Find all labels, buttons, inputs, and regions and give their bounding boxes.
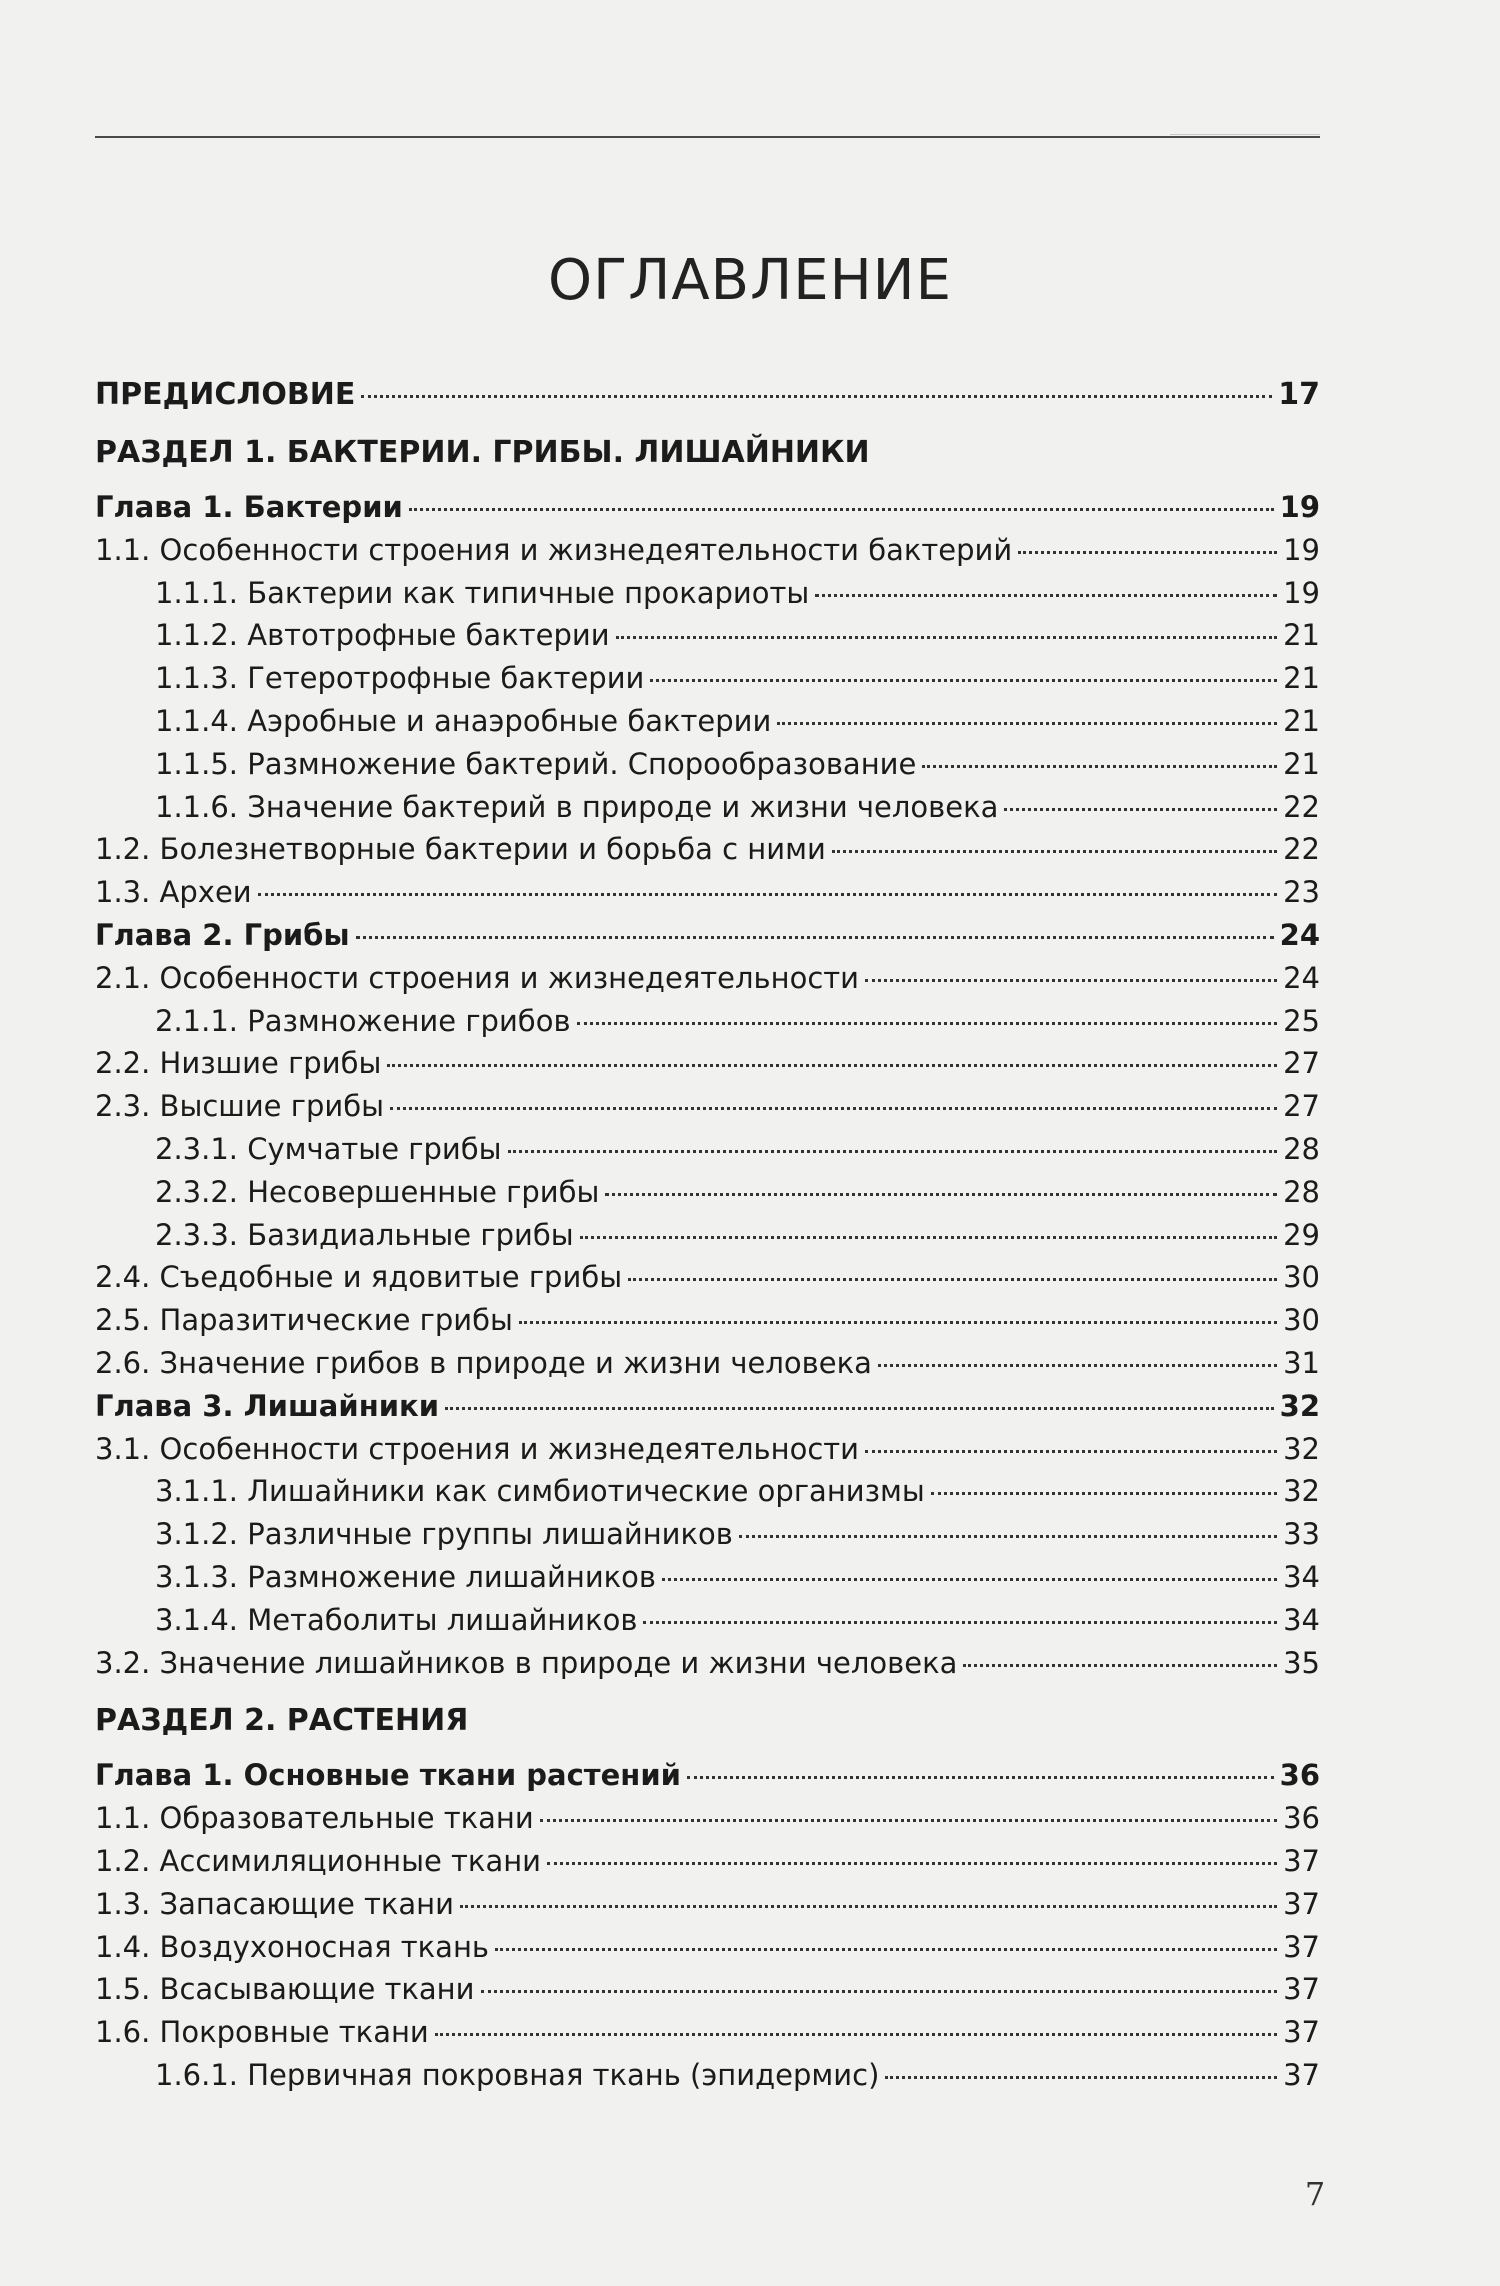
dot-leader: [1004, 808, 1277, 811]
toc-entry-page: 35: [1283, 1645, 1320, 1680]
toc-chapter-entry[interactable]: [95, 486, 1320, 529]
toc-entry-title: 1.2. Ассимиляционные ткани: [95, 1843, 542, 1878]
toc-entry-title: 1.1.1. Бактерии как типичные прокариоты: [155, 575, 810, 610]
toc-entry[interactable]: [95, 1470, 1320, 1513]
toc-entry-page: 19: [1279, 490, 1320, 524]
dot-leader: [387, 1064, 1277, 1067]
toc-entry-title: 1.4. Воздухоносная ткань: [95, 1929, 490, 1964]
dot-leader: [643, 1621, 1277, 1624]
dot-leader: [865, 979, 1277, 982]
toc-entry-page: 21: [1283, 661, 1320, 696]
toc-entry-title: 1.1. Особенности строения и жизнедеятельности бактерий: [95, 532, 1013, 567]
toc-entry-title: 1.3. Археи: [95, 875, 252, 910]
dot-leader: [878, 1364, 1277, 1367]
toc-entry-title: 1.3. Запасающие ткани: [95, 1886, 454, 1921]
toc-entry-title: 1.1.5. Размножение бактерий. Спорообразование: [155, 746, 917, 781]
table-of-contents: [95, 374, 1320, 2097]
toc-entry-page: 34: [1283, 1559, 1320, 1594]
dot-leader: [258, 893, 1277, 896]
toc-section-heading[interactable]: [95, 432, 1320, 474]
toc-entry-title: 2.4. Съедобные и ядовитые грибы: [95, 1260, 623, 1295]
dot-leader: [495, 1948, 1277, 1951]
toc-entry[interactable]: [95, 529, 1320, 572]
toc-entry[interactable]: [95, 1513, 1320, 1556]
toc-entry-title: 2.3.1. Сумчатые грибы: [155, 1131, 502, 1166]
toc-entry-page: 17: [1278, 377, 1320, 412]
dot-leader: [460, 1905, 1277, 1908]
toc-chapter-entry[interactable]: [95, 914, 1320, 957]
toc-entry-page: 24: [1279, 917, 1320, 952]
dot-leader: [519, 1321, 1277, 1324]
toc-entry-page: 22: [1283, 832, 1320, 867]
dot-leader: [650, 679, 1277, 682]
dot-leader: [580, 1236, 1277, 1239]
toc-entry-title: 3.2. Значение лишайников в природе и жизни человека: [95, 1645, 958, 1680]
toc-entry-title: 3.1. Особенности строения и жизнедеятельности: [95, 1431, 860, 1466]
toc-entry-title: 3.1.2. Различные группы лишайников: [155, 1517, 733, 1552]
toc-entry[interactable]: [95, 1428, 1320, 1471]
toc-entry-title: 2.1.1. Размножение грибов: [155, 1003, 571, 1038]
toc-entry-page: 32: [1283, 1474, 1320, 1509]
toc-entry-page: 36: [1283, 1801, 1320, 1836]
toc-entry[interactable]: [95, 2011, 1320, 2054]
toc-entry-page: 37: [1283, 1929, 1320, 1964]
toc-entry-title: Глава 2. Грибы: [95, 917, 350, 952]
toc-entry-title: 3.1.1. Лишайники как симбиотические организмы: [155, 1474, 925, 1509]
toc-entry[interactable]: [95, 1968, 1320, 2011]
toc-entry[interactable]: [95, 1840, 1320, 1883]
toc-entry-title: 2.5. Паразитические грибы: [95, 1303, 513, 1338]
toc-entry-page: 32: [1283, 1431, 1320, 1466]
dot-leader: [922, 765, 1277, 768]
toc-entry-title: 2.6. Значение грибов в природе и жизни человека: [95, 1345, 872, 1380]
dot-leader: [832, 850, 1277, 853]
toc-entry[interactable]: [95, 572, 1320, 615]
dot-leader: [865, 1450, 1277, 1453]
toc-entry[interactable]: [95, 1128, 1320, 1171]
dot-leader: [662, 1578, 1277, 1581]
toc-entry-page: 24: [1283, 960, 1320, 995]
toc-entry-page: 27: [1283, 1046, 1320, 1081]
dot-leader: [931, 1492, 1277, 1495]
toc-entry-title: 2.3.2. Несовершенные грибы: [155, 1174, 600, 1209]
toc-entry[interactable]: [95, 1214, 1320, 1257]
toc-entry-page: 31: [1283, 1345, 1320, 1380]
toc-entry-title: 1.1.6. Значение бактерий в природе и жизни человека: [155, 789, 999, 824]
toc-entry-page: 19: [1283, 532, 1320, 567]
toc-entry-title: ПРЕДИСЛОВИЕ: [95, 377, 356, 412]
dot-leader: [577, 1022, 1278, 1025]
toc-entry-title: 1.2. Болезнетворные бактерии и борьба с ними: [95, 832, 826, 867]
toc-entry-title: 1.6. Покровные ткани: [95, 2015, 429, 2050]
toc-entry-title: 1.1. Образовательные ткани: [95, 1801, 534, 1836]
dot-leader: [963, 1664, 1277, 1667]
dot-leader: [445, 1407, 1274, 1410]
toc-entry-title: РАЗДЕЛ 1. БАКТЕРИИ. ГРИБЫ. ЛИШАЙНИКИ: [95, 435, 870, 470]
toc-entry-title: 3.1.3. Размножение лишайников: [155, 1559, 657, 1594]
toc-entry-page: 29: [1283, 1217, 1320, 1252]
toc-entry[interactable]: [95, 1256, 1320, 1299]
toc-entry-title: 2.3. Высшие грибы: [95, 1089, 385, 1124]
toc-entry-page: 36: [1279, 1758, 1320, 1793]
toc-entry-title: 1.1.3. Гетеротрофные бактерии: [155, 661, 645, 696]
toc-entry[interactable]: [95, 1042, 1320, 1085]
toc-entry-page: 37: [1283, 2015, 1320, 2050]
toc-entry[interactable]: [95, 828, 1320, 871]
dot-leader: [777, 722, 1277, 725]
toc-entry-page: 22: [1283, 789, 1320, 824]
toc-entry-page: 33: [1283, 1517, 1320, 1552]
toc-entry[interactable]: [95, 1000, 1320, 1043]
toc-entry-title: 1.1.4. Аэробные и анаэробные бактерии: [155, 703, 772, 738]
header-rule: [95, 136, 1320, 138]
toc-entry-title: 2.1. Особенности строения и жизнедеятельности: [95, 960, 860, 995]
toc-entry-title: 1.5. Всасывающие ткани: [95, 1972, 475, 2007]
dot-leader: [605, 1193, 1277, 1196]
toc-entry[interactable]: [95, 743, 1320, 786]
toc-entry-page: 27: [1283, 1089, 1320, 1124]
dot-leader: [435, 2033, 1277, 2036]
dot-leader: [481, 1990, 1278, 1993]
dot-leader: [1018, 551, 1277, 554]
toc-entry-title: 2.3.3. Базидиальные грибы: [155, 1217, 574, 1252]
toc-entry[interactable]: [95, 1926, 1320, 1969]
dot-leader: [356, 936, 1274, 939]
toc-section-heading[interactable]: [95, 1700, 1320, 1742]
toc-entry-title: 1.1.2. Автотрофные бактерии: [155, 618, 610, 653]
toc-entry-page: 37: [1283, 1886, 1320, 1921]
page-number: 7: [1304, 2175, 1326, 2213]
toc-entry-page: 30: [1283, 1303, 1320, 1338]
toc-entry[interactable]: [95, 786, 1320, 829]
dot-leader: [409, 508, 1274, 511]
dot-leader: [508, 1150, 1278, 1153]
page-title: ОГЛАВЛЕНИЕ: [548, 248, 952, 313]
dot-leader: [628, 1278, 1277, 1281]
dot-leader: [885, 2076, 1277, 2079]
toc-entry[interactable]: [95, 1599, 1320, 1642]
toc-entry-page: 37: [1283, 1972, 1320, 2007]
toc-entry-page: 28: [1283, 1131, 1320, 1166]
toc-entry[interactable]: [95, 1797, 1320, 1840]
toc-entry[interactable]: [95, 1642, 1320, 1685]
toc-entry-title: Глава 1. Бактерии: [95, 490, 403, 524]
toc-entry[interactable]: [95, 1342, 1320, 1385]
toc-entry-page: 25: [1283, 1003, 1320, 1038]
dot-leader: [361, 395, 1272, 398]
toc-entry-page: 21: [1283, 746, 1320, 781]
toc-entry-title: 3.1.4. Метаболиты лишайников: [155, 1602, 638, 1637]
toc-entry[interactable]: [95, 1299, 1320, 1342]
toc-entry[interactable]: [95, 957, 1320, 1000]
toc-entry[interactable]: [95, 1883, 1320, 1926]
dot-leader: [616, 636, 1278, 639]
toc-entry-page: 19: [1283, 575, 1320, 610]
toc-entry-title: РАЗДЕЛ 2. РАСТЕНИЯ: [95, 1703, 469, 1739]
toc-entry-title: 2.2. Низшие грибы: [95, 1046, 382, 1081]
toc-entry-page: 28: [1283, 1174, 1320, 1209]
dot-leader: [390, 1107, 1277, 1110]
toc-entry[interactable]: [95, 2054, 1320, 2097]
toc-entry[interactable]: [95, 1556, 1320, 1599]
dot-leader: [815, 594, 1277, 597]
dot-leader: [739, 1535, 1277, 1538]
toc-entry-page: 30: [1283, 1260, 1320, 1295]
toc-entry-page: 21: [1283, 703, 1320, 738]
toc-entry-title: Глава 3. Лишайники: [95, 1388, 440, 1423]
toc-chapter-entry[interactable]: [95, 1754, 1320, 1797]
toc-entry[interactable]: [95, 374, 1320, 416]
toc-chapter-entry[interactable]: [95, 1385, 1320, 1428]
toc-entry-page: 32: [1279, 1388, 1320, 1423]
toc-entry-page: 21: [1283, 618, 1320, 653]
toc-entry-title: 1.6.1. Первичная покровная ткань (эпидермис): [155, 2057, 880, 2092]
toc-entry[interactable]: [95, 657, 1320, 700]
toc-entry[interactable]: [95, 700, 1320, 743]
dot-leader: [540, 1819, 1277, 1822]
toc-entry-page: 37: [1283, 2057, 1320, 2092]
toc-entry-page: 37: [1283, 1843, 1320, 1878]
toc-entry[interactable]: [95, 871, 1320, 914]
toc-entry-title: Глава 1. Основные ткани растений: [95, 1758, 681, 1793]
toc-entry[interactable]: [95, 1085, 1320, 1128]
dot-leader: [687, 1776, 1274, 1779]
toc-entry-page: 34: [1283, 1602, 1320, 1637]
toc-entry[interactable]: [95, 614, 1320, 657]
toc-entry-page: 23: [1283, 875, 1320, 910]
toc-entry[interactable]: [95, 1171, 1320, 1214]
dot-leader: [547, 1862, 1277, 1865]
